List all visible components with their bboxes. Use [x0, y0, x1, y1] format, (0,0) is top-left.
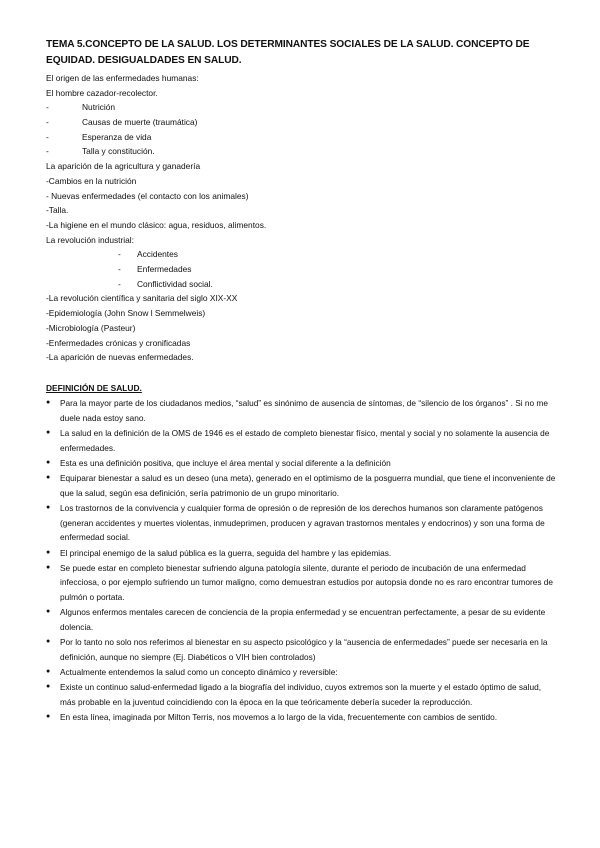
- dash-marker: -: [46, 117, 49, 128]
- dash-marker: -: [46, 131, 49, 142]
- list-item: - Talla y constitución.: [46, 144, 566, 159]
- intro-section: [46, 71, 566, 365]
- dash-marker: -: [46, 146, 49, 157]
- list-item: - Conflictividad social.: [46, 277, 566, 292]
- list-item: -La higiene en el mundo clásico: agua, residuos, alimentos.: [46, 219, 267, 230]
- bullet-icon: ●: [46, 668, 51, 676]
- section-heading: DEFINICIÓN DE SALUD.: [46, 383, 142, 393]
- dash-marker: -: [118, 278, 121, 289]
- industrial-heading: La revolución industrial:: [46, 234, 134, 245]
- bullet-item: ● Equiparar bienestar a salud es un deseo (una meta), generado en el optimismo de la posguerra mundial, que tiene el inconveniente de que la salud, según esa definición, sería patrimonio de un grupo minoritario.: [46, 473, 556, 498]
- agri-heading: La aparición de la agricultura y ganadería: [46, 161, 201, 172]
- list-item: -Enfermedades crónicas y cronificadas: [46, 337, 191, 348]
- dash-marker: -: [118, 264, 121, 275]
- bullet-item: ● Esta es una definición positiva, que incluye el área mental y social diferente a la definición: [46, 456, 556, 471]
- bullet-item: ● Se puede estar en completo bienestar sufriendo alguna patología silente, durante el periodo de incubación de una enfermedad infecciosa, o por ejemplo sufriendo un tumor maligno, como demuestran estudios por autopsia donde no es raro encontrar tumores de pulmón o portata.: [46, 562, 554, 603]
- bullet-icon: ●: [46, 458, 51, 466]
- list-item: - Enfermedades: [46, 262, 566, 277]
- bullet-item: ● Para la mayor parte de los ciudadanos medios, “salud” es sinónimo de ausencia de síntomas, de “silencio de los órganos” . Si no me duele nada estoy sano.: [46, 398, 548, 423]
- bullet-icon: ●: [46, 683, 51, 691]
- list-item: -Talla.: [46, 205, 69, 216]
- bullet-icon: ●: [46, 399, 51, 406]
- bullet-icon: ●: [46, 428, 51, 436]
- hunter-line: El hombre cazador-recolector.: [46, 87, 158, 98]
- document-title: TEMA 5.CONCEPTO DE LA SALUD. LOS DETERMINANTES SOCIALES DE LA SALUD. CONCEPTO DE EQUIDAD. DESIGUALDADES EN SALUD.: [46, 39, 530, 66]
- list-item: - Accidentes: [46, 247, 566, 262]
- bullet-icon: ●: [46, 608, 51, 616]
- bullet-item: ● La salud en la definición de la OMS de 1946 es el estado de completo bienestar físico, mental y social y no solamente la ausencia de enfermedades.: [46, 427, 550, 453]
- bullet-icon: ●: [46, 713, 51, 721]
- list-item: -Epidemiología (John Snow l Semmelweis): [46, 308, 206, 319]
- bullet-item: ● En esta línea, imaginada por Milton Terris, nos movemos a lo largo de la vida, frecuentemente con cambios de sentido.: [46, 710, 556, 725]
- list-item: -Microbiología (Pasteur): [46, 322, 136, 333]
- bullet-icon: ●: [46, 503, 51, 511]
- list-item: - Causas de muerte (traumática): [46, 115, 566, 130]
- list-item: -La revolución científica y sanitaria del siglo XIX-XX: [46, 293, 238, 304]
- bullet-icon: ●: [46, 548, 51, 556]
- list-item: - Nuevas enfermedades (el contacto con los animales): [46, 190, 249, 201]
- bullet-icon: ●: [46, 638, 51, 646]
- list-item: - Nutrición: [46, 100, 566, 115]
- list-item: -La aparición de nuevas enfermedades.: [46, 352, 194, 363]
- definition-bullets: [46, 396, 556, 725]
- bullet-item: ● El principal enemigo de la salud pública es la guerra, seguida del hambre y las epidemias.: [46, 546, 556, 561]
- bullet-item: ● Actualmente entendemos la salud como un concepto dinámico y reversible:: [46, 665, 556, 680]
- list-item: - Esperanza de vida: [46, 130, 566, 145]
- dash-marker: -: [118, 249, 121, 260]
- bullet-item: ● Los trastornos de la convivencia y cualquier forma de opresión o de represión de los derechos humanos son claramente patógenos (generan accidentes y muertes violentas, inmudeprimen, producen y agravan trastornos mentales y endocrinos) y son una forma de enfermedad social.: [46, 502, 545, 543]
- dash-marker: -: [46, 102, 49, 113]
- bullet-item: ● Existe un continuo salud-enfermedad ligado a la biografía del individuo, cuyos extremos son la muerte y el estado óptimo de salud, más probable en la juventud coincidiendo con la época en la que teóricamente debería suceder la reproducción.: [46, 682, 542, 708]
- origin-line: El origen de las enfermedades humanas:: [46, 73, 199, 83]
- bullet-icon: ●: [46, 474, 51, 482]
- bullet-icon: ●: [46, 563, 51, 571]
- bullet-item: ● Algunos enfermos mentales carecen de conciencia de la propia enfermedad y se encuentran perfectamente, a pesar de su evidente dolencia.: [46, 607, 546, 633]
- bullet-item: ● Por lo tanto no solo nos referimos al bienestar en su aspecto psicológico y la “ausencia de enfermedades” puede ser necesaria en la definición, aunque no siempre (Ej. Diabéticos o VIH bien controlados): [46, 637, 548, 662]
- list-item: -Cambios en la nutrición: [46, 175, 137, 186]
